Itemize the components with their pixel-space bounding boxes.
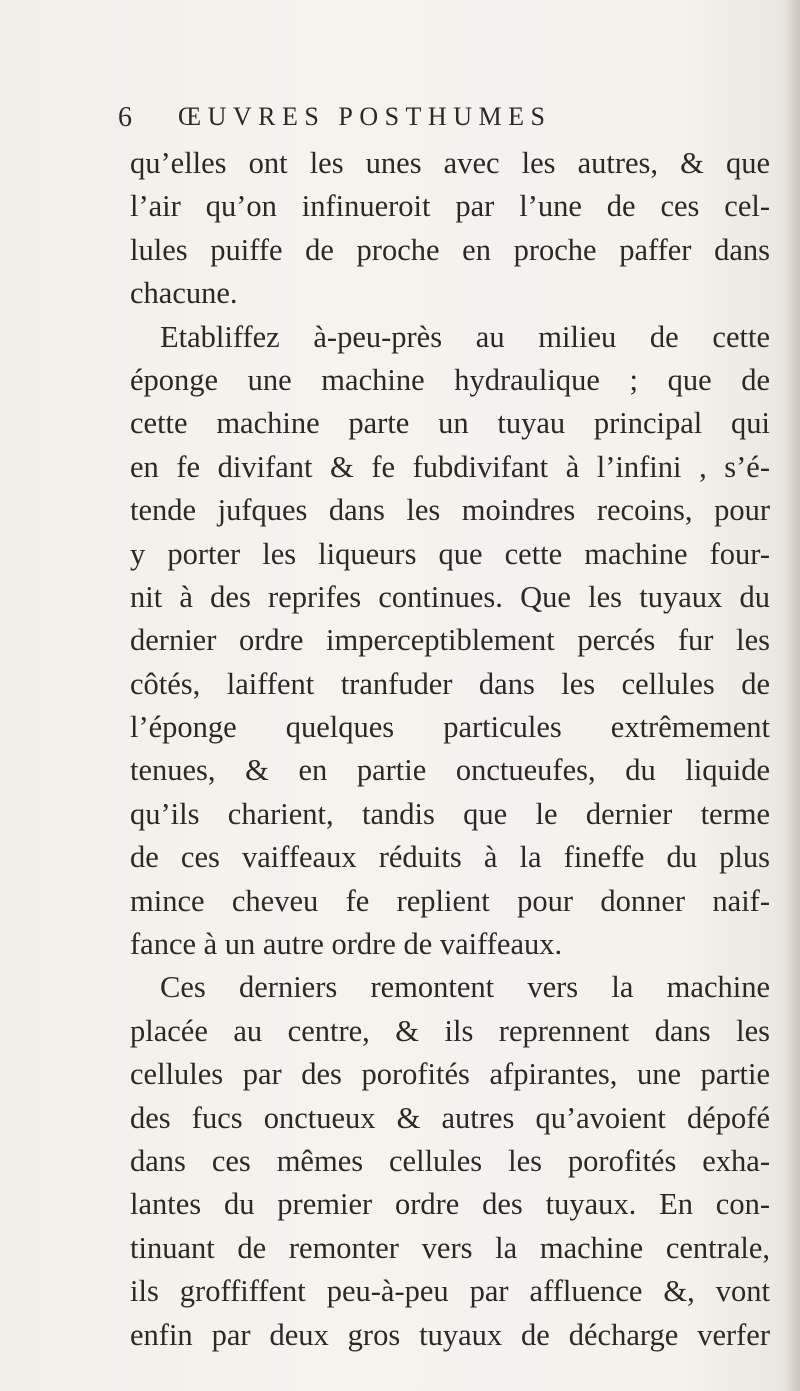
text-line: y porter les liqueurs que cette machine four- [130,536,770,571]
page-number: 6 [118,102,133,133]
running-title: ŒUVRES POSTHUMES [178,102,552,131]
text-line: nit à des reprifes continues. Que les tuyaux du [130,579,770,614]
text-line: placée au centre, & ils reprennent dans les [130,1013,770,1048]
body-text [130,142,770,1357]
text-line: lantes du premier ordre des tuyaux. En con- [130,1187,770,1222]
text-line: tinuant de remonter vers la machine centrale, [130,1230,770,1265]
text-line: ils groffiffent peu-à-peu par affluence &, vont [130,1274,770,1309]
text-line: en fe divifant & fe fubdivifant à l’infini , s’é- [130,449,770,484]
text-line: qu’elles ont les unes avec les autres, & que [130,146,770,180]
text-line: mince cheveu fe replient pour donner naif- [130,883,770,918]
text-line: dernier ordre imperceptiblement percés fur les [130,623,770,658]
text-line: fance à un autre ordre de vaiffeaux. [130,927,563,962]
text-line: éponge une machine hydraulique ; que de [130,362,770,397]
text-line: l’air qu’on infinueroit par l’une de ces cel- [130,189,770,224]
text-line: Etabliffez à-peu-près au milieu de cette [160,319,770,354]
text-line: lules puiffe de proche en proche paffer dans [130,232,770,267]
page-header [118,102,758,142]
text-line: Ces derniers remontent vers la machine [160,970,770,1005]
text-line: l’éponge quelques particules extrêmement [130,710,770,745]
text-line: enfin par deux gros tuyaux de décharge verfer [130,1317,770,1352]
text-line: tende jufques dans les moindres recoins, pour [130,493,770,528]
text-line: cette machine parte un tuyau principal qui [130,406,770,441]
text-line: chacune. [130,276,238,311]
text-line: qu’ils charient, tandis que le dernier terme [130,796,770,831]
text-line: côtés, laiffent tranfuder dans les cellules de [130,666,770,701]
text-line: des fucs onctueux & autres qu’avoient dépofé [130,1100,770,1135]
text-line: de ces vaiffeaux réduits à la fineffe du plus [130,840,770,875]
text-line: dans ces mêmes cellules les porofités exha- [130,1143,770,1178]
page-edge-shadow [786,0,800,1391]
text-line: cellules par des porofités afpirantes, une partie [130,1057,770,1092]
text-line: tenues, & en partie onctueufes, du liquide [130,753,770,788]
